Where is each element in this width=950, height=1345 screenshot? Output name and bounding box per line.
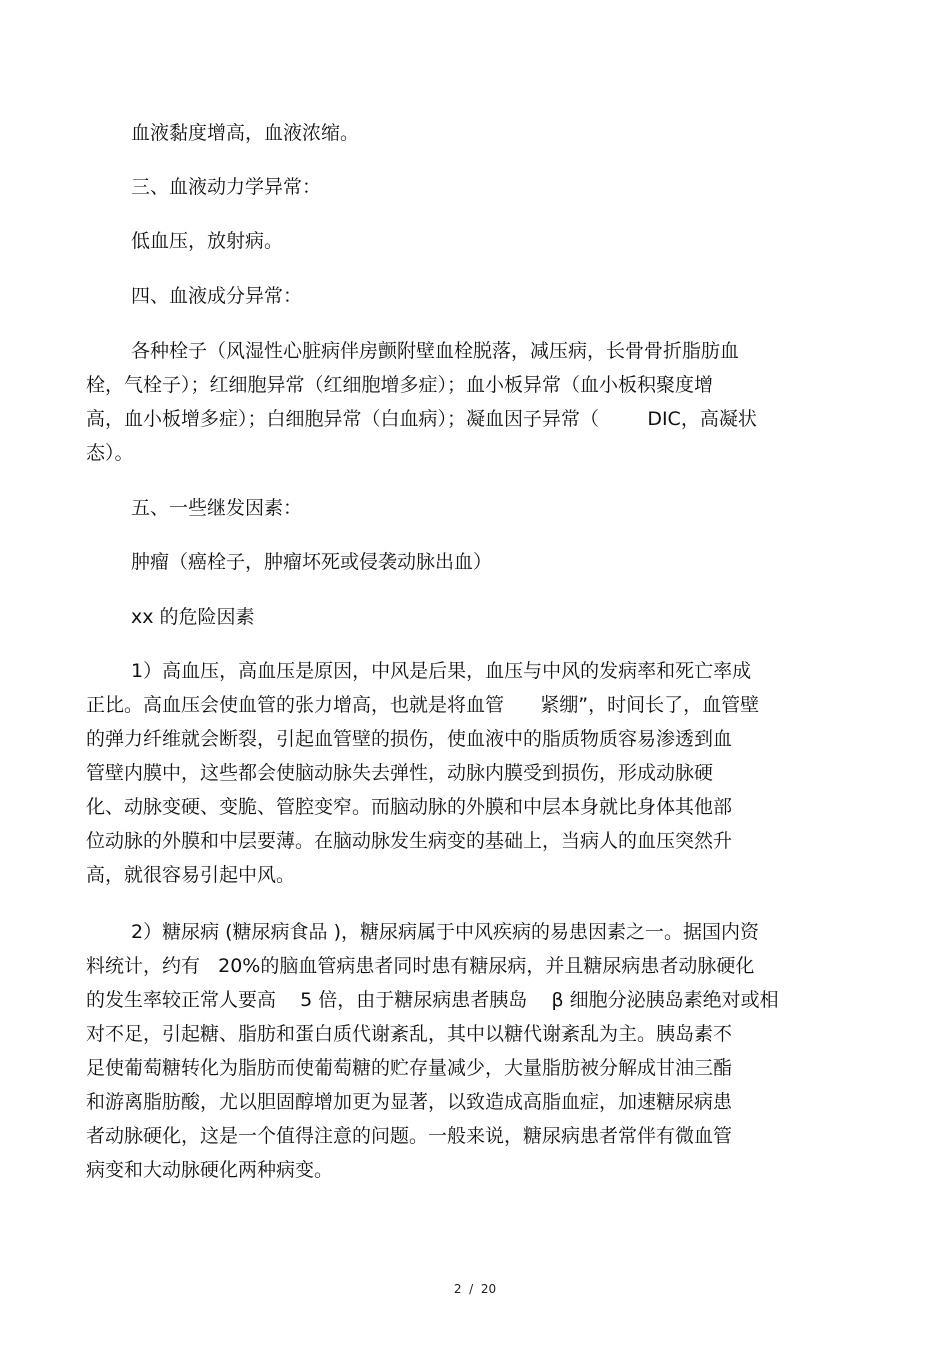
section-heading: 三、血液动力学异常：	[131, 176, 322, 198]
text-line: 位动脉的外膜和中层要薄。在脑动脉发生病变的基础上，当病人的血压突然升	[86, 830, 733, 852]
text-line: 栓，气栓子）；红细胞异常（红细胞增多症）；血小板异常（血小板积聚度增	[86, 374, 714, 396]
text-line: 各种栓子（风湿性心脏病伴房颤附壁血栓脱落，减压病，长骨骨折脂肪血	[131, 340, 740, 362]
text-line: 态）。	[86, 442, 134, 464]
text-line: 足使葡萄糖转化为脂肪而使葡萄糖的贮存量减少，大量脂肪被分解成甘油三酯	[86, 1057, 733, 1079]
text-line: 1）高血压，高血压是原因，中风是后果，血压与中风的发病率和死亡率成	[131, 660, 752, 682]
text-line: 血液黏度增高，血液浓缩。	[131, 122, 360, 144]
text-line: 管壁内膜中，这些都会使脑动脉失去弹性，动脉内膜受到损伤，形成动脉硬	[86, 762, 714, 784]
text-line: 对不足，引起糖、脂肪和蛋白质代谢紊乱，其中以糖代谢紊乱为主。胰岛素不	[86, 1023, 733, 1045]
text-line: 病变和大动脉硬化两种病变。	[86, 1159, 334, 1181]
section-heading: 五、一些继发因素：	[131, 497, 303, 519]
text-line: 正比。高血压会使血管的张力增高，也就是将血管 紧绷”，时间长了，血管壁	[86, 694, 760, 716]
text-line: 的弹力纤维就会断裂，引起血管壁的损伤，使血液中的脂质物质容易渗透到血	[86, 728, 733, 750]
text-line: 高，就很容易引起中风。	[86, 864, 296, 886]
text-line: 2）糖尿病 (糖尿病食品 )，糖尿病属于中风疾病的易患因素之一。据国内资	[131, 921, 759, 943]
text-line: 料统计，约有 20%的脑血管病患者同时患有糖尿病，并且糖尿病患者动脉硬化	[86, 955, 755, 977]
text-line: 低血压，放射病。	[131, 230, 284, 252]
text-line: 化、动脉变硬、变脆、管腔变窄。而脑动脉的外膜和中层本身就比身体其他部	[86, 796, 733, 818]
section-heading: 四、血液成分异常：	[131, 285, 303, 307]
text-line: 高，血小板增多症）；白细胞异常（白血病）；凝血因子异常（ DIC，高凝状	[86, 408, 757, 430]
text-line: 肿瘤（癌栓子，肿瘤坏死或侵袭动脉出血）	[131, 551, 493, 573]
section-heading: xx 的危险因素	[131, 606, 255, 628]
page-number: 2 / 20	[453, 1282, 497, 1296]
text-line: 者动脉硬化，这是一个值得注意的问题。一般来说，糖尿病患者常伴有微血管	[86, 1125, 733, 1147]
text-line: 和游离脂肪酸，尤以胆固醇增加更为显著，以致造成高脂血症，加速糖尿病患	[86, 1091, 733, 1113]
text-line: 的发生率较正常人要高 5 倍，由于糖尿病患者胰岛 β 细胞分泌胰岛素绝对或相	[86, 989, 779, 1011]
